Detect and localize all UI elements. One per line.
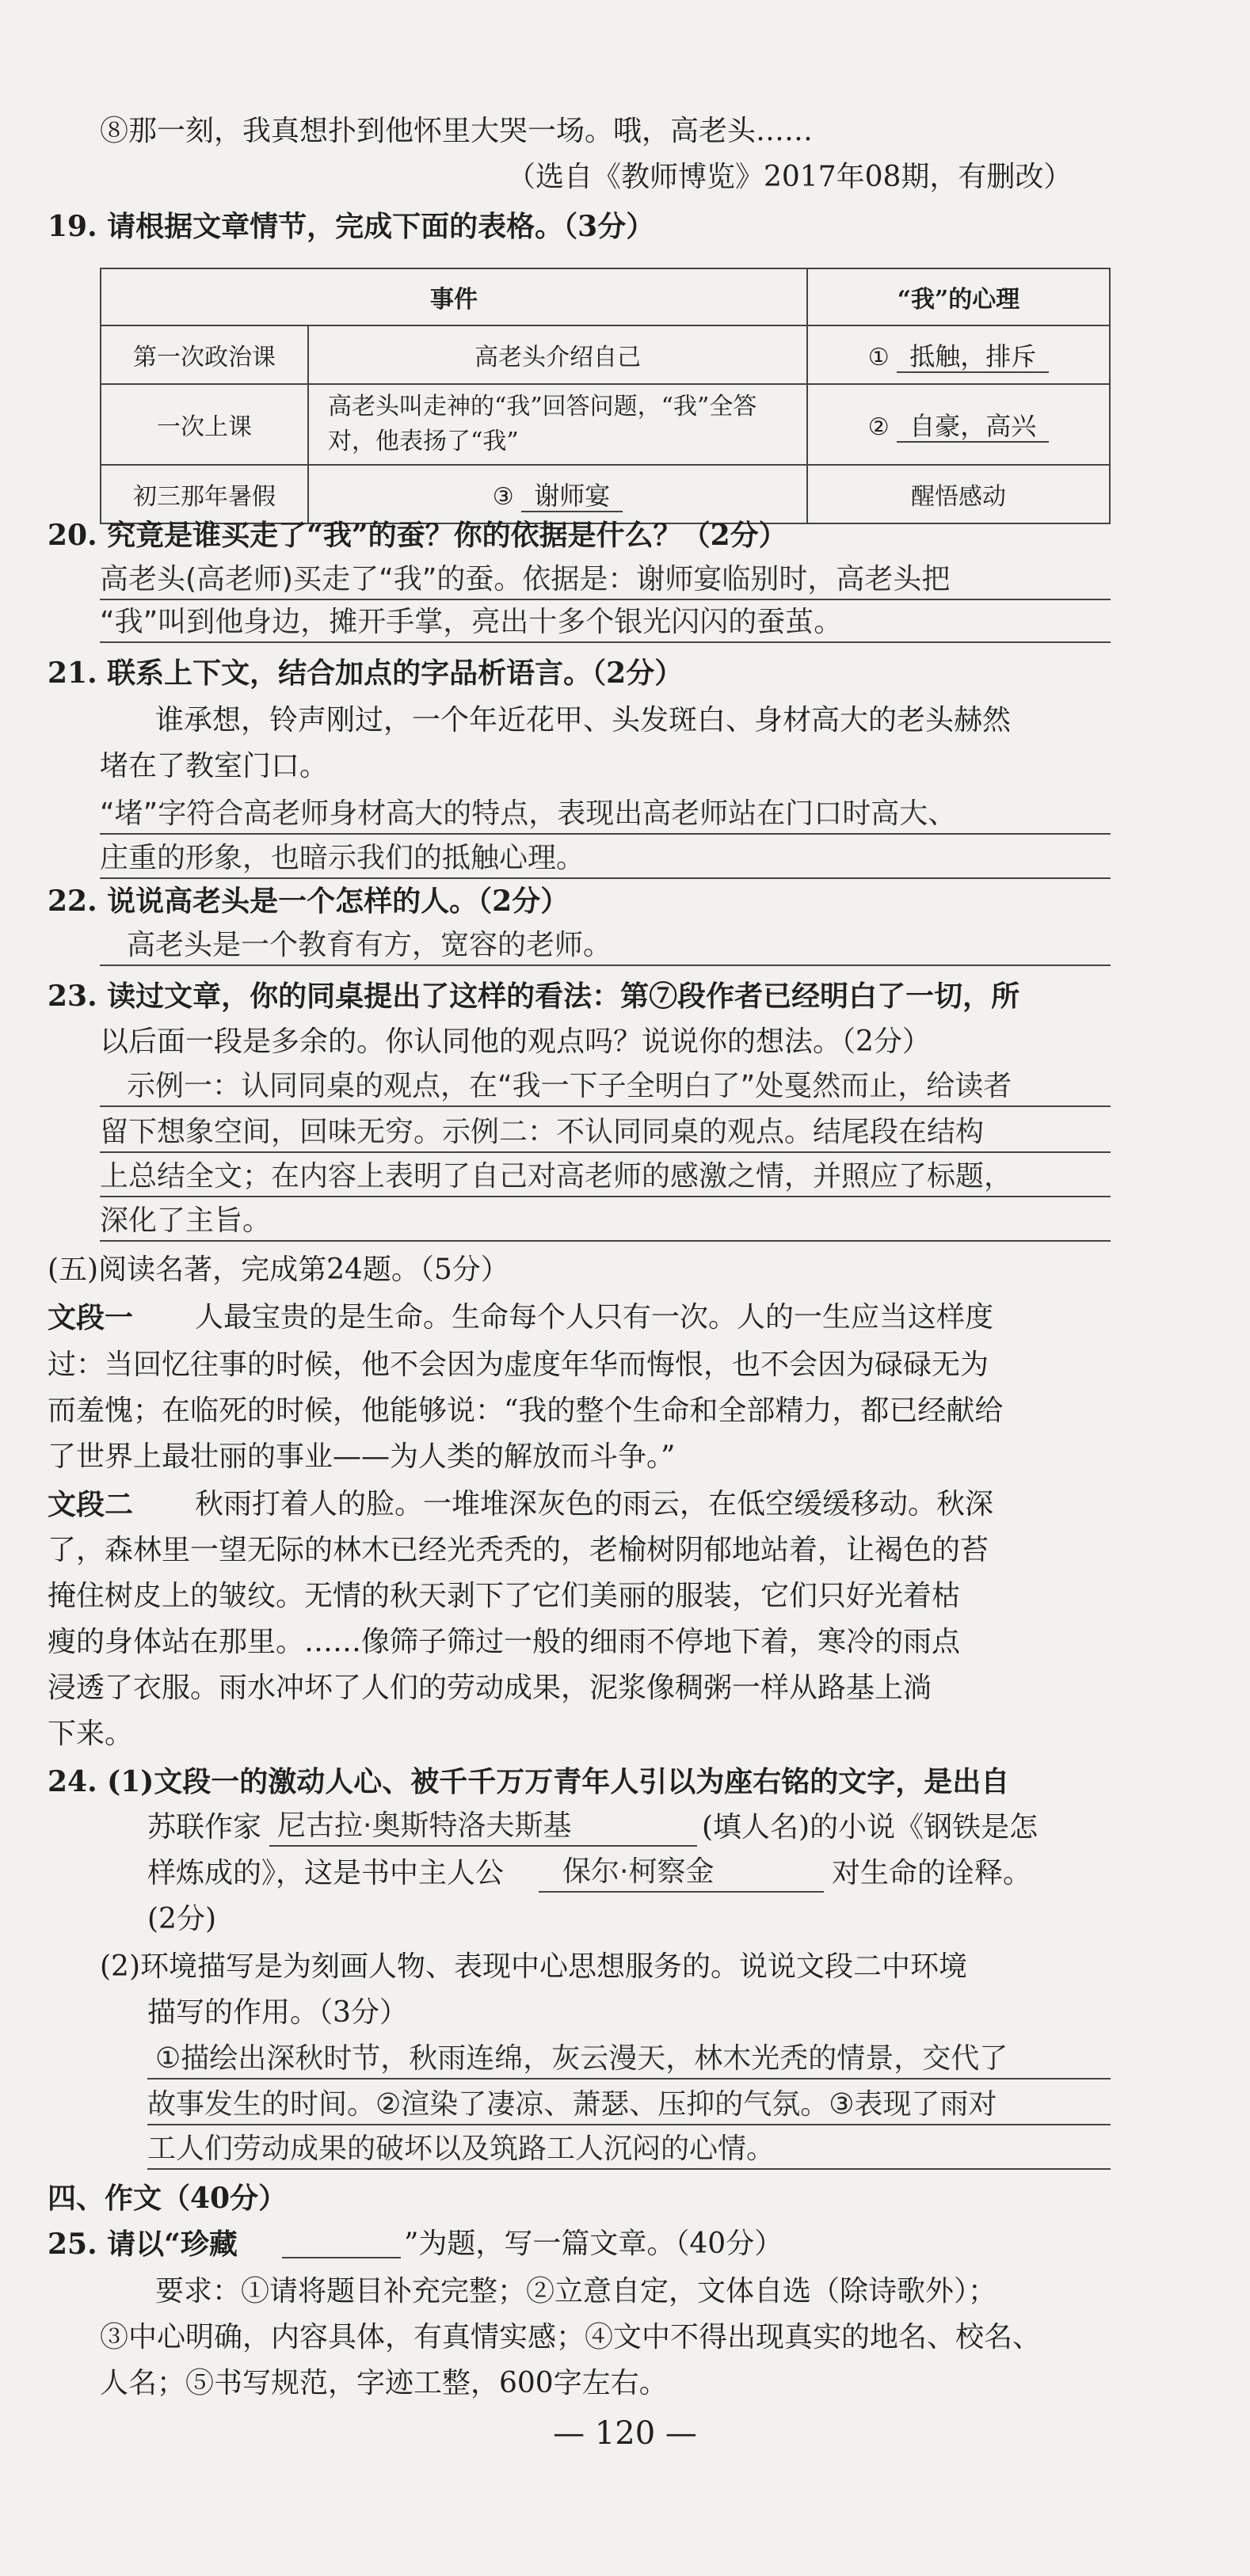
q19-question: 19. 请根据文章情节，完成下面的表格。（3分） — [48, 210, 655, 243]
passage-1-line: 过：当回忆往事的时候，他不会因为虚度年华而悔恨，也不会因为碌碌无为 — [48, 1349, 989, 1381]
answer-rule — [147, 2168, 1111, 2170]
answer-rule — [100, 1240, 1111, 1242]
q22-question: 22. 说说高老头是一个怎样的人。（2分） — [48, 885, 570, 918]
page-number-value: 120 — [594, 2415, 656, 2452]
section-4-heading: 四、作文（40分） — [48, 2182, 288, 2215]
events-table — [100, 268, 1111, 524]
mind-answer: 抵触，排斥 — [897, 341, 1049, 373]
q25-requirement: 人名；⑤书写规范，字迹工整，600字左右。 — [100, 2367, 668, 2399]
answer-rule — [100, 1105, 1111, 1107]
q21-quote-line: 堵在了教室门口。 — [100, 750, 329, 782]
row-event: 高老头介绍自己 — [308, 325, 807, 384]
passage-2-line: 下来。 — [48, 1718, 134, 1750]
q23-answer-line: 深化了主旨。 — [100, 1204, 272, 1237]
header-event: 事件 — [101, 268, 807, 325]
passage-1-line: 人最宝贵的是生命。生命每个人只有一次。人的一生应当这样度 — [195, 1301, 994, 1334]
q23-answer-line: 留下想象空间，回味无穷。示例二：不认同同桌的观点。结尾段在结构 — [100, 1116, 985, 1148]
passage-2-line: 了，森林里一望无际的林木已经光秃秃的，老榆树阴郁地站着，让褐色的苔 — [48, 1534, 989, 1566]
q20-answer-line: “我”叫到他身边，摊开手掌，亮出十多个银光闪闪的蚕茧。 — [100, 606, 843, 638]
passage-2-line: 瘦的身体站在那里。……像筛子筛过一般的细雨不停地下着，寒冷的雨点 — [48, 1626, 961, 1658]
section-5-heading: (五)阅读名著，完成第24题。（5分） — [48, 1254, 509, 1286]
row-label: 初三那年暑假 — [101, 465, 308, 523]
q21-answer-line: “堵”字符合高老师身材高大的特点，表现出高老师站在门口时高大、 — [100, 797, 957, 830]
page-number: — 120 — — [553, 2415, 697, 2452]
answer-rule — [100, 599, 1111, 600]
passage-2-label: 文段二 — [48, 1488, 134, 1521]
q20-question: 20. 究竟是谁买走了“我”的蚕？你的依据是什么？（2分） — [48, 519, 787, 552]
q21-question: 21. 联系上下文，结合加点的字品析语言。（2分） — [48, 656, 684, 690]
q24-line: (2分) — [147, 1903, 216, 1935]
passage-1-line: 而羞愧；在临死的时候，他能够说：“我的整个生命和全部精力，都已经献给 — [48, 1395, 1004, 1427]
answer-rule — [539, 1891, 824, 1893]
q24-line: (填人名)的小说《钢铁是怎 — [702, 1811, 1038, 1844]
q25-requirement: 要求：①请将题目补充完整；②立意自定，文体自选（除诗歌外）； — [155, 2275, 997, 2308]
answer-rule — [269, 1845, 697, 1847]
q25-question-a: 25. 请以“珍藏 — [48, 2228, 238, 2261]
q24-answer-line: 故事发生的时间。②渲染了凄凉、萧瑟、压抑的气氛。③表现了雨对 — [147, 2088, 997, 2121]
q24-line: 24. (1)文段一的激动人心、被千千万万青年人引以为座右铭的文字，是出自 — [48, 1765, 1010, 1798]
q24-line: 样炼成的》，这是书中主人公 — [147, 1857, 505, 1889]
row-mind — [807, 325, 1110, 384]
source-citation: （选自《教师博览》2017年08期，有删改） — [507, 161, 1073, 193]
event-answer: 谢师宴 — [521, 481, 623, 512]
mind-marker: ② — [867, 413, 890, 441]
answer-rule — [100, 965, 1111, 966]
passage-line-8: ⑧那一刻，我真想扑到他怀里大哭一场。哦，高老头…… — [100, 115, 814, 147]
row-mind: 醒悟感动 — [807, 465, 1110, 523]
title-blank — [282, 2257, 401, 2258]
q24-answer-line: 工人们劳动成果的破坏以及筑路工人沉闷的心情。 — [147, 2133, 776, 2165]
q23-question-line: 以后面一段是多余的。你认同他的观点吗？说说你的想法。（2分） — [100, 1025, 931, 1058]
q21-answer-line: 庄重的形象，也暗示我们的抵触心理。 — [100, 842, 585, 874]
table-row — [101, 384, 1110, 465]
answer-rule — [100, 833, 1111, 835]
q21-quote-line: 谁承想，铃声刚过，一个年近花甲、头发斑白、身材高大的老头赫然 — [155, 704, 1012, 736]
answer-rule — [147, 2124, 1111, 2125]
row-mind — [807, 384, 1110, 465]
q23-answer-line: 上总结全文；在内容上表明了自己对高老师的感激之情，并照应了标题， — [100, 1160, 1013, 1193]
passage-1-line: 了世界上最壮丽的事业——为人类的解放而斗争。” — [48, 1440, 676, 1473]
q24-answer-author: 尼古拉·奥斯特洛夫斯基 — [277, 1809, 572, 1842]
q25-question-b: ”为题，写一篇文章。（40分） — [404, 2228, 783, 2260]
answer-rule — [147, 2078, 1111, 2079]
q20-answer-line: 高老头(高老师)买走了“我”的蚕。依据是：谢师宴临别时，高老头把 — [100, 563, 951, 595]
row-label: 一次上课 — [101, 384, 308, 465]
event-marker: ③ — [492, 483, 514, 511]
row-event: 高老头叫走神的“我”回答问题，“我”全答对，他表扬了“我” — [308, 384, 807, 465]
table-row — [101, 325, 1110, 384]
q24-line: 描写的作用。（3分） — [147, 1996, 408, 2029]
passage-2-line: 秋雨打着人的脸。一堆堆深灰色的雨云，在低空缓缓移动。秋深 — [195, 1488, 994, 1520]
passage-2-line: 浸透了衣服。雨水冲坏了人们的劳动成果，泥浆像稠粥一样从路基上淌 — [48, 1672, 932, 1704]
table-row — [101, 465, 1110, 523]
answer-rule — [100, 641, 1111, 643]
mind-answer: 自豪，高兴 — [897, 411, 1049, 443]
answer-rule — [100, 1196, 1111, 1197]
mind-marker: ① — [867, 344, 890, 371]
q22-answer-line: 高老头是一个教育有方，宽容的老师。 — [127, 929, 612, 961]
table-header-row — [101, 268, 1110, 325]
answer-rule — [100, 1151, 1111, 1153]
q24-line: 苏联作家 — [147, 1811, 262, 1844]
answer-rule — [100, 877, 1111, 879]
q25-requirement: ③中心明确，内容具体，有真情实感；④文中不得出现真实的地名、校名、 — [100, 2321, 1042, 2353]
q24-line: (2)环境描写是为刻画人物、表现中心思想服务的。说说文段二中环境 — [100, 1950, 967, 1983]
q24-line: 对生命的诠释。 — [832, 1857, 1032, 1889]
passage-1-label: 文段一 — [48, 1301, 134, 1334]
q24-answer-line: ①描绘出深秋时节，秋雨连绵，灰云漫天，林木光秃的情景，交代了 — [155, 2042, 1008, 2075]
row-label: 第一次政治课 — [101, 325, 308, 384]
q23-question-line: 23. 读过文章，你的同桌提出了这样的看法：第⑦段作者已经明白了一切，所 — [48, 980, 1020, 1013]
q23-answer-line: 示例一：认同同桌的观点，在“我一下子全明白了”处戛然而止，给读者 — [127, 1070, 1012, 1102]
row-event — [308, 465, 807, 523]
header-mind: “我”的心理 — [807, 268, 1110, 325]
q24-answer-hero: 保尔·柯察金 — [562, 1855, 715, 1888]
passage-2-line: 掩住树皮上的皱纹。无情的秋天剥下了它们美丽的服装，它们只好光着枯 — [48, 1580, 961, 1612]
